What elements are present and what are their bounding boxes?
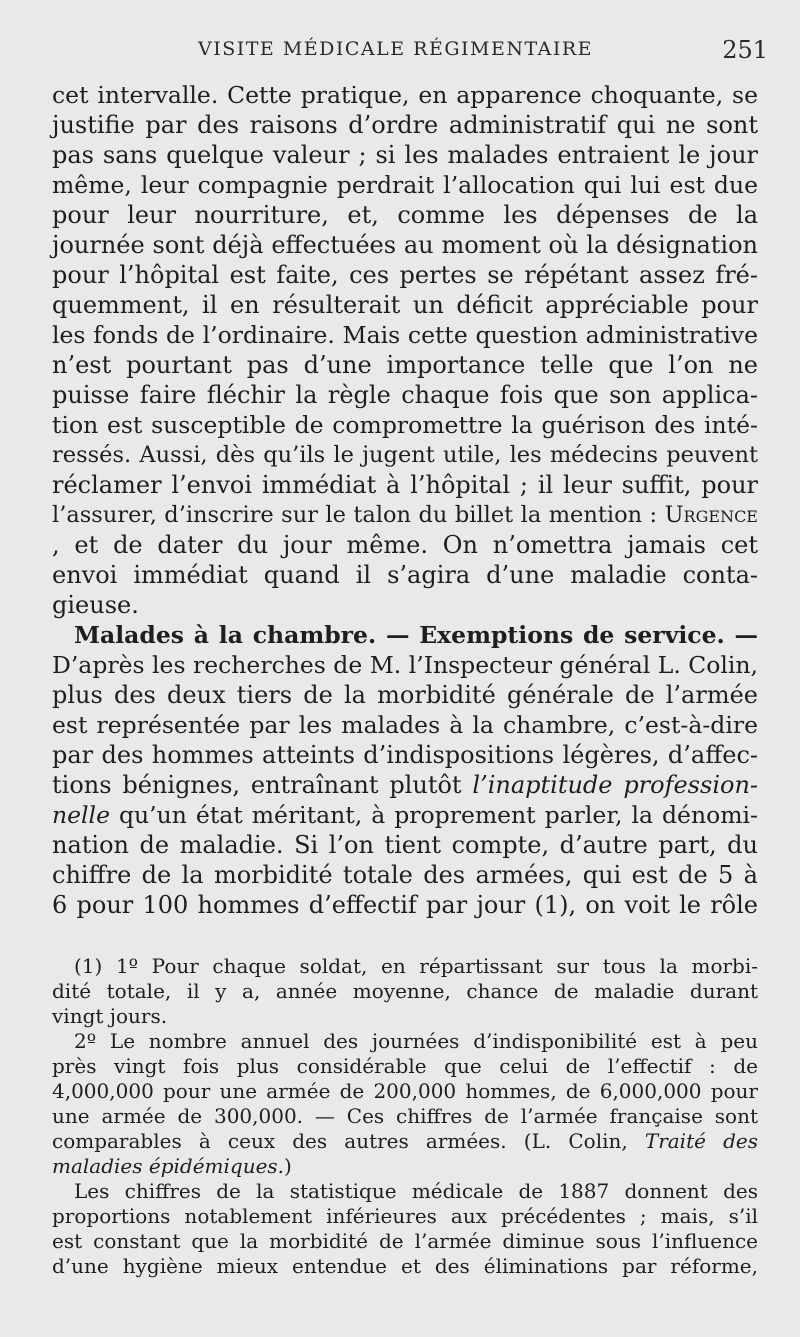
footnote-line: dité totale, il y a, année moyenne, chance de maladie durant [52, 979, 758, 1003]
page-header [0, 38, 800, 78]
text-line: D’après les recherches de M. l’Inspecteur général L. Colin, [52, 651, 759, 679]
page-number: 251 [722, 36, 768, 64]
text-line: les fonds de l’ordinaire. Mais cette question administrative [52, 321, 758, 349]
footnote-line: comparables à ceux des autres armées. (L. Colin, Traité des [52, 1129, 758, 1153]
text-line: plus des deux tiers de la morbidité générale de l’armée [52, 681, 758, 709]
text-line: 6 pour 100 hommes d’effectif par jour (1), on voit le rôle [52, 891, 758, 919]
text-line: nation de maladie. Si l’on tient compte, d’autre part, du [52, 831, 758, 859]
text-line: pas sans quelque valeur ; si les malades entraient le jour [52, 141, 758, 169]
text-line: par des hommes atteints d’indispositions légères, d’affec- [52, 741, 758, 769]
text-line: l’assurer, d’inscrire sur le talon du billet la mention : Urgence [52, 502, 758, 528]
footnote-line: (1) 1º Pour chaque soldat, en répartissant sur tous la morbi- [74, 954, 758, 978]
text-line: est représentée par les malades à la chambre, c’est-à-dire [52, 711, 758, 739]
text-line: journée sont déjà effectuées au moment où la désignation [52, 231, 758, 259]
text-line: tion est susceptible de compromettre la guérison des inté- [52, 411, 758, 439]
text-line: , et de dater du jour même. On n’omettra jamais cet [52, 531, 758, 559]
footnote-line: vingt jours. [52, 1004, 168, 1028]
urgence-mention: Urgence [664, 502, 758, 528]
text-line: pour leur nourriture, et, comme les dépenses de la [52, 201, 758, 229]
text-line: gieuse. [52, 591, 139, 619]
text-line: envoi immédiat quand il s’agira d’une maladie conta- [52, 561, 758, 589]
text-line: même, leur compagnie perdrait l’allocation qui lui est due [52, 171, 758, 199]
footnote-line: 4,000,000 pour une armée de 200,000 hommes, de 6,000,000 pour [52, 1079, 758, 1103]
footnote-line: 2º Le nombre annuel des journées d’indisponibilité est à peu [74, 1029, 758, 1053]
text-line: cet intervalle. Cette pratique, en apparence choquante, se [52, 81, 758, 109]
footnote-line: Les chiffres de la statistique médicale de 1887 donnent des [74, 1179, 758, 1203]
text-line: quemment, il en résulterait un déficit appréciable pour [52, 291, 758, 319]
text-line: nelle qu’un état méritant, à proprement parler, la dénomi- [52, 801, 758, 829]
section-heading: Malades à la chambre. — Exemptions de service. — [74, 621, 758, 649]
footnote-line: d’une hygiène mieux entendue et des éliminations par réforme, [52, 1254, 758, 1278]
footnote-line: proportions notablement inférieures aux précédentes ; mais, s’il [52, 1204, 758, 1228]
text-line: puisse faire fléchir la règle chaque fois que son applica- [52, 381, 758, 409]
running-title: VISITE MÉDICALE RÉGIMENTAIRE [198, 38, 594, 60]
text-line: pour l’hôpital est faite, ces pertes se répétant assez fré- [52, 261, 758, 289]
footnote-line: est constant que la morbidité de l’armée diminue sous l’influence [52, 1229, 758, 1253]
text-line: tions bénignes, entraînant plutôt l’inaptitude profession- [52, 771, 759, 799]
text-line: chiffre de la morbidité totale des armées, qui est de 5 à [52, 861, 758, 889]
footnote-line: maladies épidémiques.) [52, 1154, 292, 1178]
footnote-line: une armée de 300,000. — Ces chiffres de l’armée française sont [52, 1104, 758, 1128]
footnote-line: près vingt fois plus considérable que celui de l’effectif : de [52, 1054, 758, 1078]
text-line: réclamer l’envoi immédiat à l’hôpital ; il leur suffit, pour [52, 471, 758, 499]
text-line: ressés. Aussi, dès qu’ils le jugent utile, les médecins peuvent [52, 442, 758, 468]
text-line: justifie par des raisons d’ordre administratif qui ne sont [52, 111, 758, 139]
text-line: n’est pourtant pas d’une importance telle que l’on ne [52, 351, 758, 379]
